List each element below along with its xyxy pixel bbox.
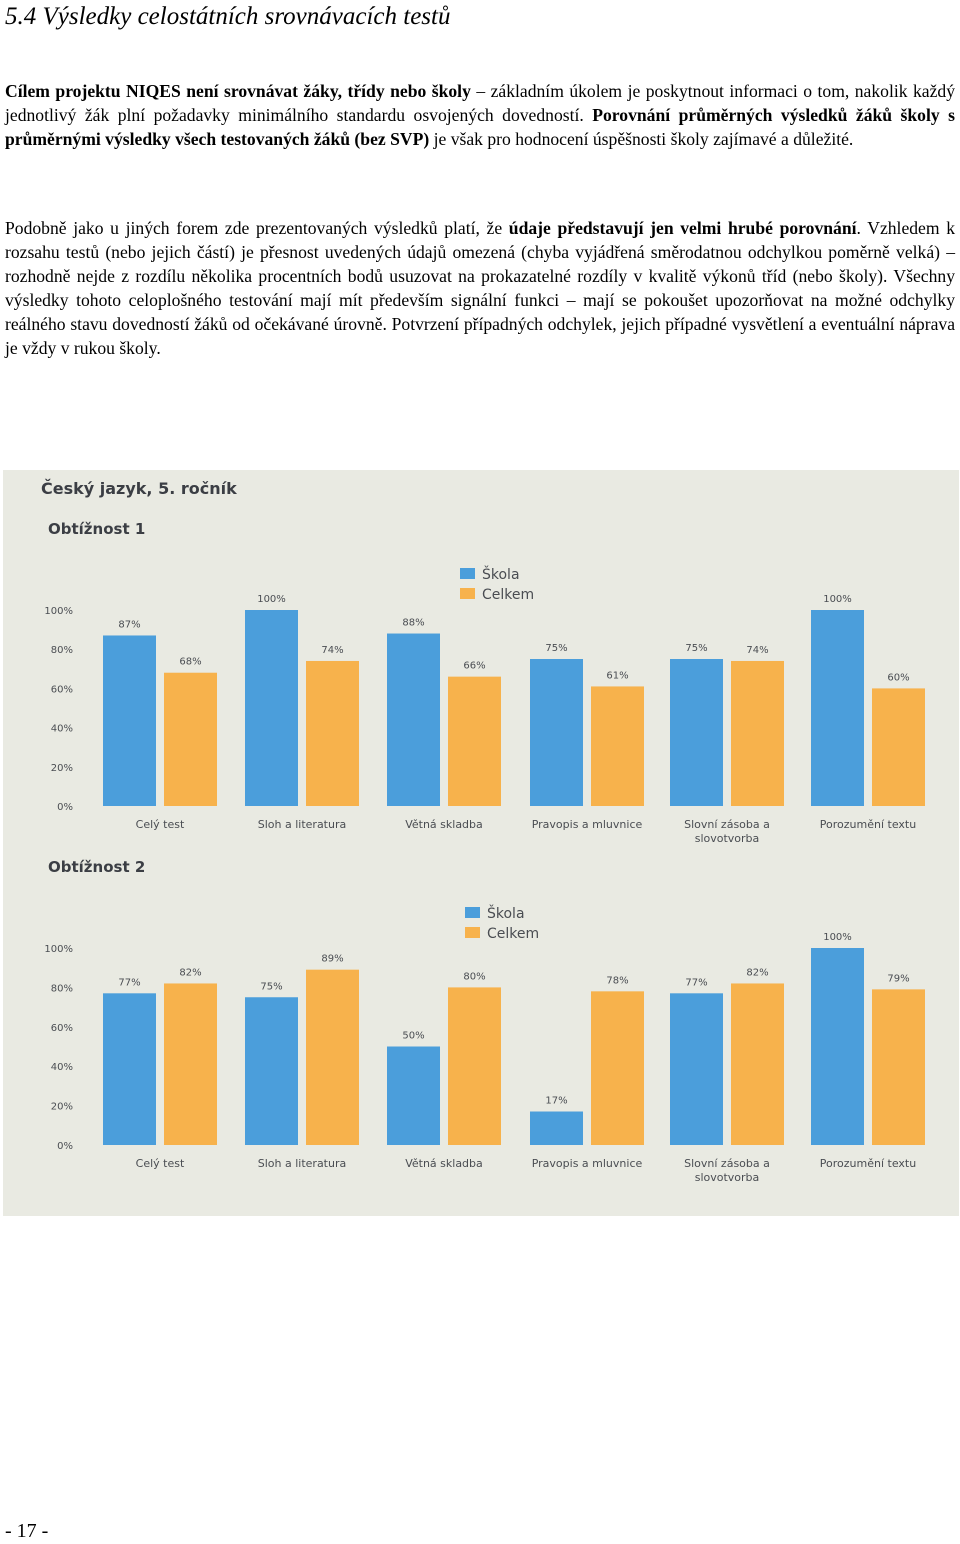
legend-label: Škola: [482, 567, 520, 583]
paragraph-purpose: [5, 79, 955, 151]
bar-skola: [670, 659, 723, 806]
bar-skola: [245, 610, 298, 806]
y-tick-label: 80%: [50, 645, 73, 657]
y-tick-label: 0%: [57, 1141, 73, 1152]
bar-celkem: [591, 991, 644, 1145]
y-tick-label: 60%: [50, 1022, 73, 1034]
x-tick-label: Sloh a literatura: [257, 818, 347, 831]
page-number: - 17 -: [5, 1520, 49, 1542]
y-tick-label: 100%: [44, 606, 73, 617]
data-label: 75%: [545, 643, 568, 654]
x-tick-label: Pravopis a mluvnice: [531, 1157, 643, 1170]
legend-swatch-2: [460, 588, 475, 599]
data-label: 87%: [118, 619, 141, 631]
data-label: 80%: [463, 971, 486, 983]
bar-celkem: [448, 677, 501, 806]
legend-label: Celkem: [487, 926, 540, 942]
results-figure: [3, 470, 959, 1216]
bar-celkem: [591, 686, 644, 806]
bold-text: Cílem projektu NIQES není srovnávat žáky, třídy nebo školy: [5, 81, 471, 101]
y-tick-label: 80%: [50, 983, 73, 995]
figure-title: Český jazyk, 5. ročník: [41, 479, 237, 498]
x-tick-label: Celý test: [135, 818, 185, 831]
data-label: 77%: [685, 977, 708, 989]
text: Podobně jako u jiných forem zde prezentovaných výsledků platí, že: [5, 218, 509, 238]
text: . Vzhledem k rozsahu testů (nebo jejich částí) je přesnost uvedených údajů omezená (chyba vyjádřená směrodatnou odchylkou poměrně velká) – rozhodně nejde z rozdílu několika procentních bodů usuzovat na prokazatelné rozdíly v kvalitě výkonů tříd (nebo školy). Všechny výsledky tohoto celoplošného testování mají mít především signální funkci – mají se pokoušet upozorňovat na možné odchylky reálného stavu dovedností žáků od očekávané úrovně. Potvrzení případných odchylek, jejich případné vysvětlení a eventuální náprava je vždy v rukou školy.: [5, 218, 956, 359]
results-charts-svg: [3, 470, 959, 1216]
data-label: 60%: [887, 672, 910, 684]
bar-skola: [103, 635, 156, 806]
x-tick-label: Větná skladba: [405, 818, 483, 831]
y-tick-label: 0%: [57, 802, 73, 813]
data-label: 89%: [321, 953, 344, 965]
x-tick-label: Slovní zásoba a: [684, 1157, 770, 1170]
chart-title: Obtížnost 1: [48, 520, 146, 538]
data-label: 75%: [685, 643, 708, 654]
data-label: 68%: [179, 656, 202, 668]
bar-celkem: [872, 989, 925, 1145]
bar-celkem: [164, 673, 217, 806]
bold-text: údaje představují jen velmi hrubé porovnání: [508, 218, 857, 238]
data-label: 100%: [257, 594, 286, 605]
data-label: 82%: [746, 967, 769, 979]
data-label: 77%: [118, 977, 141, 989]
bar-celkem: [731, 661, 784, 806]
legend-swatch-1: [465, 907, 480, 918]
paragraph-disclaimer: [5, 216, 955, 361]
data-label: 100%: [823, 594, 852, 605]
y-tick-label: 100%: [44, 944, 73, 955]
legend-label: Celkem: [482, 587, 535, 603]
bar-skola: [245, 997, 298, 1145]
legend-label: Škola: [487, 906, 525, 922]
x-tick-label: Pravopis a mluvnice: [531, 818, 643, 831]
x-tick-label: Porozumění textu: [819, 1157, 917, 1170]
data-label: 66%: [463, 660, 486, 672]
bar-skola: [103, 993, 156, 1145]
bold-text: Porovnání průměrných výsledků žáků školy s průměrnými výsledky všech testovaných žáků (bez SVP): [5, 105, 955, 150]
x-tick-label: Sloh a literatura: [257, 1157, 347, 1170]
data-label: 50%: [402, 1030, 425, 1042]
x-tick-label: Porozumění textu: [819, 818, 917, 831]
x-tick-label: slovotvorba: [694, 1171, 760, 1184]
bar-celkem: [164, 983, 217, 1145]
bar-celkem: [306, 970, 359, 1145]
x-tick-label: Slovní zásoba a: [684, 818, 770, 831]
data-label: 88%: [402, 617, 425, 629]
data-label: 74%: [746, 644, 769, 656]
bar-skola: [670, 993, 723, 1145]
bar-skola: [811, 948, 864, 1145]
text: – základním úkolem je poskytnout informaci o tom, nakolik každý jednotlivý žák plní požadavky minimálního standardu osvojených dovedností.: [5, 81, 956, 126]
y-tick-label: 40%: [50, 1062, 73, 1074]
data-label: 82%: [179, 967, 202, 979]
bar-celkem: [448, 987, 501, 1145]
chart-title: Obtížnost 2: [48, 858, 146, 876]
bar-skola: [530, 659, 583, 806]
y-tick-label: 60%: [50, 684, 73, 696]
x-tick-label: Celý test: [135, 1157, 185, 1170]
x-tick-label: slovotvorba: [694, 832, 760, 845]
y-tick-label: 20%: [50, 762, 73, 774]
y-tick-label: 20%: [50, 1101, 73, 1113]
section-heading: 5.4 Výsledky celostátních srovnávacích testů: [5, 3, 451, 30]
data-label: 17%: [545, 1095, 568, 1107]
data-label: 78%: [606, 975, 629, 987]
legend-swatch-1: [460, 568, 475, 579]
bar-skola: [530, 1112, 583, 1145]
x-tick-label: Větná skladba: [405, 1157, 483, 1170]
bar-celkem: [306, 661, 359, 806]
y-tick-label: 40%: [50, 723, 73, 735]
bar-celkem: [731, 983, 784, 1145]
data-label: 75%: [260, 981, 283, 993]
text: je však pro hodnocení úspěšnosti školy zajímavé a důležité.: [429, 129, 854, 150]
data-label: 74%: [321, 644, 344, 656]
data-label: 61%: [606, 670, 629, 682]
legend-swatch-2: [465, 927, 480, 938]
data-label: 100%: [823, 932, 852, 943]
data-label: 79%: [887, 973, 910, 985]
bar-skola: [811, 610, 864, 806]
bar-skola: [387, 1047, 440, 1146]
bar-skola: [387, 634, 440, 806]
bar-celkem: [872, 688, 925, 806]
